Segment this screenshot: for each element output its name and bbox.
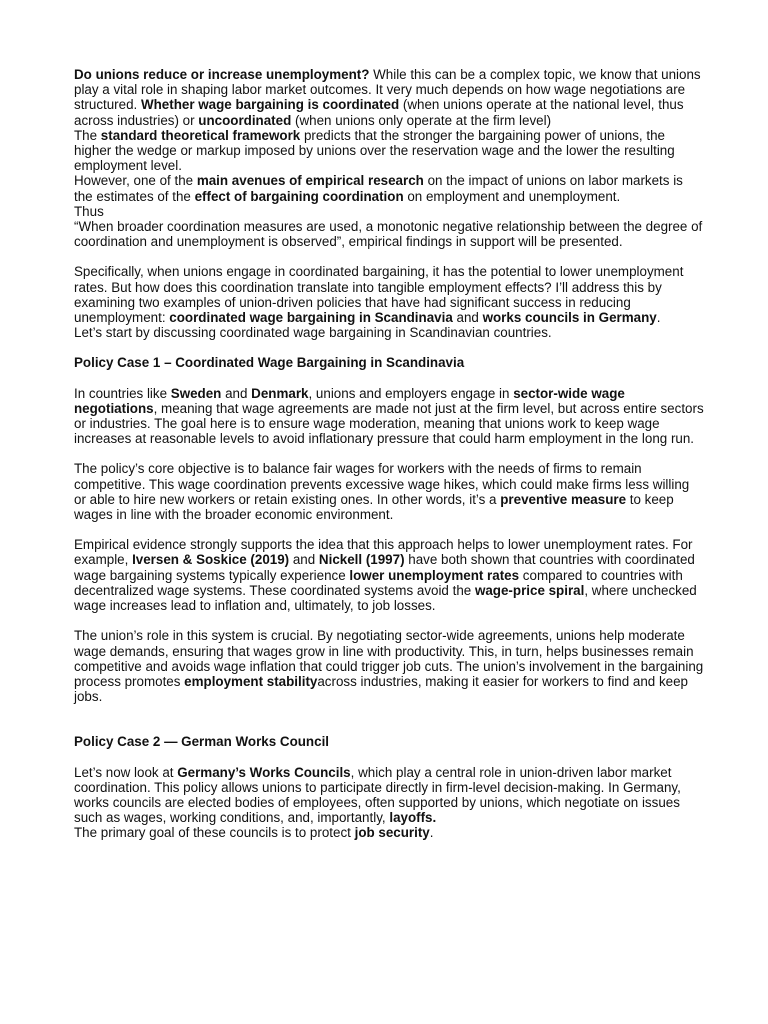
bold-text-run: sector-wide wage negotiations bbox=[74, 385, 625, 416]
bold-text-run: Denmark bbox=[251, 385, 309, 401]
bold-text-run: Iversen & Soskice (2019) bbox=[132, 552, 290, 568]
text-run: , where unchecked wage increases lead to inflation and, ultimately, to job losses. bbox=[74, 582, 697, 614]
text-run: predicts that the stronger the bargaining power of unions, the higher the wedge or markup imposed by unions over the reservation wage and the lower the resulting employment level. bbox=[74, 127, 675, 174]
document-body bbox=[74, 67, 704, 841]
paragraph-spacer bbox=[74, 340, 704, 355]
text-run: The policy’s core objective is to balance fair wages for workers with the needs of firms to remain competitive. This wage coordination prevents excessive wage hikes, which could make firms less willing or able to hire new workers or retain existing ones. In other words, it’s a bbox=[74, 461, 690, 507]
text-run: , meaning that wage agreements are made not just at the firm level, but across entire sectors or industries. The goal here is to ensure wage moderation, meaning that unions work to keep wage increases at reasonable levels to avoid inflationary pressure that could harm employment in the long run. bbox=[74, 400, 704, 447]
paragraph bbox=[74, 67, 704, 128]
bold-text-run: coordinated wage bargaining in Scandinavia bbox=[169, 310, 453, 326]
bold-text-run: Do unions reduce or increase unemployment? bbox=[74, 67, 370, 82]
text-run: Empirical evidence strongly supports the idea that this approach helps to lower unemployment rates. For example, bbox=[74, 537, 693, 568]
paragraph bbox=[74, 386, 704, 447]
bold-text-run: effect of bargaining coordination bbox=[194, 188, 404, 204]
text-run: While this can be a complex topic, we know that unions play a vital role in shaping labor market outcomes. It very much depends on how wage negotiations are structured. bbox=[74, 67, 701, 113]
text-run: across industries, making it easier for workers to find and keep jobs. bbox=[74, 673, 689, 705]
paragraph bbox=[74, 128, 704, 174]
paragraph bbox=[74, 264, 704, 325]
paragraph-spacer bbox=[74, 522, 704, 537]
text-run: In countries like bbox=[74, 385, 171, 401]
bold-text-run: Policy Case 2 — German Works Council bbox=[74, 734, 330, 750]
text-run: Thus bbox=[74, 203, 104, 219]
text-run: and bbox=[221, 385, 252, 401]
paragraph-spacer bbox=[74, 249, 704, 264]
text-run: . bbox=[656, 310, 661, 326]
paragraph bbox=[74, 461, 704, 522]
bold-text-run: Sweden bbox=[170, 385, 222, 401]
bold-text-run: job security bbox=[354, 825, 430, 841]
paragraph bbox=[74, 765, 704, 826]
paragraph-spacer bbox=[74, 446, 704, 461]
text-run: on employment and unemployment. bbox=[403, 188, 621, 204]
bold-text-run: Germany’s Works Councils bbox=[177, 764, 351, 780]
paragraph bbox=[74, 825, 704, 840]
text-run: Specifically, when unions engage in coordinated bargaining, it has the potential to lower unemployment rates. But how does this coordination translate into tangible employment effects? I’ll address this by examining two examples of union-driven policies that have had significant success in reducing unemployment: bbox=[74, 264, 684, 326]
paragraph bbox=[74, 734, 704, 749]
paragraph bbox=[74, 325, 704, 340]
text-run: Let’s now look at bbox=[74, 764, 178, 780]
bold-text-run: lower unemployment rates bbox=[349, 567, 520, 583]
bold-text-run: main avenues of empirical research bbox=[196, 173, 424, 189]
bold-text-run: wage-price spiral bbox=[474, 582, 585, 598]
bold-text-run: preventive measure bbox=[500, 491, 627, 507]
text-run: have both shown that countries with coordinated wage bargaining systems typically experience bbox=[74, 552, 695, 583]
bold-text-run: works councils in Germany bbox=[482, 310, 657, 326]
text-run: The bbox=[74, 127, 101, 143]
text-run: . bbox=[429, 825, 434, 841]
paragraph bbox=[74, 204, 704, 219]
text-run: Let’s start by discussing coordinated wage bargaining in Scandinavian countries. bbox=[74, 325, 552, 341]
text-run: on the impact of unions on labor markets is the estimates of the bbox=[74, 173, 683, 204]
text-run: compared to countries with decentralized wage systems. These coordinated systems avoid the bbox=[74, 567, 683, 598]
paragraph bbox=[74, 628, 704, 704]
text-run: and bbox=[452, 310, 483, 326]
text-run: (when unions operate at the national level, thus across industries) or bbox=[74, 97, 684, 128]
text-run: , which play a central role in union-driven labor market coordination. This policy allows unions to participate directly in firm-level decision-making. In Germany, works councils are elected bodies of employees, often supported by unions, which negotiate on issues such as wages, working conditions, and, importantly, bbox=[74, 764, 681, 826]
paragraph bbox=[74, 173, 704, 203]
paragraph bbox=[74, 219, 704, 249]
text-run: to keep wages in line with the broader economic environment. bbox=[74, 491, 674, 523]
text-run: and bbox=[289, 552, 319, 568]
text-run: , unions and employers engage in bbox=[308, 385, 514, 401]
paragraph-spacer bbox=[74, 371, 704, 386]
bold-text-run: Nickell (1997) bbox=[318, 552, 405, 568]
text-run: However, one of the bbox=[74, 173, 197, 189]
paragraph-spacer bbox=[74, 613, 704, 628]
bold-text-run: standard theoretical framework bbox=[100, 127, 301, 143]
paragraph-spacer bbox=[74, 704, 704, 734]
paragraph bbox=[74, 355, 704, 370]
bold-text-run: layoffs. bbox=[389, 810, 437, 826]
text-run: (when unions only operate at the firm level) bbox=[291, 112, 552, 128]
text-run: The primary goal of these councils is to protect bbox=[74, 825, 355, 841]
bold-text-run: employment stability bbox=[184, 673, 318, 689]
bold-text-run: Policy Case 1 – Coordinated Wage Bargaining in Scandinavia bbox=[74, 355, 465, 371]
text-run: “When broader coordination measures are used, a monotonic negative relationship between the degree of coordination and unemployment is observed”, empirical findings in support will be presented. bbox=[74, 219, 703, 250]
bold-text-run: uncoordinated bbox=[198, 112, 292, 128]
paragraph bbox=[74, 537, 704, 613]
paragraph-spacer bbox=[74, 750, 704, 765]
bold-text-run: Whether wage bargaining is coordinated bbox=[140, 97, 400, 113]
text-run: The union’s role in this system is crucial. By negotiating sector-wide agreements, unions help moderate wage demands, ensuring that wages grow in line with productivity. This, in turn, helps businesses remain competitive and avoids wage inflation that could trigger job cuts. The union’s involvement in the bargaining process promotes bbox=[74, 628, 704, 689]
